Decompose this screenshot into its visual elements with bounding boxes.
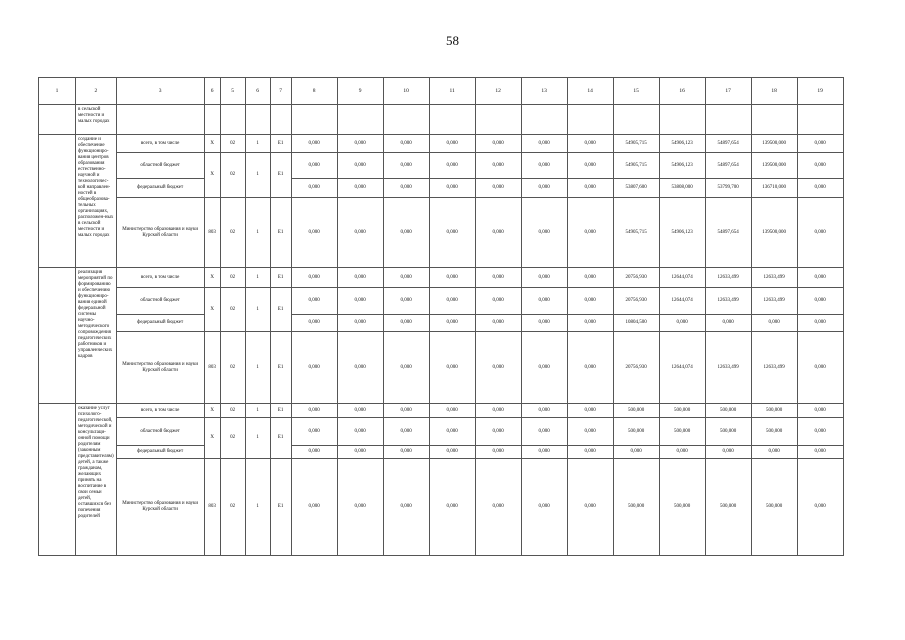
amount-cell: 0,000 xyxy=(337,288,383,315)
header-cell: 19 xyxy=(797,78,843,105)
amount-cell: 0,000 xyxy=(475,404,521,418)
code-rz: 02 xyxy=(220,288,245,332)
code-grbs: X xyxy=(204,268,220,288)
amount-cell: 54906,123 xyxy=(659,198,705,268)
data-row xyxy=(39,135,844,153)
funding-source: всего, в том числе xyxy=(116,404,204,418)
code-csr: E1 xyxy=(270,459,291,556)
amount-cell: 54905,715 xyxy=(613,153,659,179)
amount-cell: 0,000 xyxy=(383,446,429,459)
code-csr: E1 xyxy=(270,198,291,268)
empty-cell xyxy=(270,105,291,135)
amount-cell: 0,000 xyxy=(567,332,613,404)
amount-cell: 500,000 xyxy=(659,404,705,418)
funding-source: федеральный бюджет xyxy=(116,179,204,198)
amount-cell: 0,000 xyxy=(521,332,567,404)
amount-cell: 0,000 xyxy=(429,459,475,556)
data-row xyxy=(39,418,844,446)
amount-cell: 0,000 xyxy=(797,198,843,268)
amount-cell: 500,000 xyxy=(659,418,705,446)
code-pr: 1 xyxy=(245,135,270,153)
amount-cell: 0,000 xyxy=(521,179,567,198)
header-cell: 14 xyxy=(567,78,613,105)
header-cell: 3 xyxy=(116,78,204,105)
amount-cell: 0,000 xyxy=(797,135,843,153)
empty-cell xyxy=(383,105,429,135)
row-number-cell xyxy=(39,268,76,404)
amount-cell: 0,000 xyxy=(291,268,337,288)
amount-cell: 0,000 xyxy=(521,446,567,459)
amount-cell: 500,000 xyxy=(751,418,797,446)
amount-cell: 0,000 xyxy=(383,459,429,556)
amount-cell: 0,000 xyxy=(429,404,475,418)
amount-cell: 0,000 xyxy=(567,418,613,446)
amount-cell: 12644,074 xyxy=(659,268,705,288)
amount-cell: 0,000 xyxy=(475,268,521,288)
data-row xyxy=(39,153,844,179)
header-cell: 13 xyxy=(521,78,567,105)
amount-cell: 0,000 xyxy=(567,459,613,556)
amount-cell: 0,000 xyxy=(797,268,843,288)
amount-cell: 0,000 xyxy=(475,418,521,446)
amount-cell: 0,000 xyxy=(429,268,475,288)
empty-cell xyxy=(797,105,843,135)
amount-cell: 0,000 xyxy=(567,179,613,198)
header-cell: 11 xyxy=(429,78,475,105)
code-rz: 02 xyxy=(220,404,245,418)
data-row xyxy=(39,268,844,288)
code-rz: 02 xyxy=(220,268,245,288)
amount-cell: 0,000 xyxy=(383,179,429,198)
code-rz: 02 xyxy=(220,332,245,404)
code-pr: 1 xyxy=(245,198,270,268)
amount-cell: 0,000 xyxy=(475,446,521,459)
data-row xyxy=(39,179,844,198)
amount-cell: 20756,930 xyxy=(613,332,659,404)
code-rz: 02 xyxy=(220,459,245,556)
amount-cell: 0,000 xyxy=(797,288,843,315)
amount-cell: 53799,700 xyxy=(705,179,751,198)
funding-source: областной бюджет xyxy=(116,153,204,179)
amount-cell: 0,000 xyxy=(383,268,429,288)
amount-cell: 0,000 xyxy=(429,315,475,332)
code-grbs: X xyxy=(204,135,220,153)
amount-cell: 139500,000 xyxy=(751,198,797,268)
lead-row xyxy=(39,105,844,135)
empty-cell xyxy=(521,105,567,135)
empty-cell xyxy=(475,105,521,135)
header-cell: 6 xyxy=(204,78,220,105)
amount-cell: 54905,715 xyxy=(613,198,659,268)
amount-cell: 0,000 xyxy=(429,153,475,179)
amount-cell: 0,000 xyxy=(521,135,567,153)
amount-cell: 0,000 xyxy=(429,198,475,268)
header-cell: 18 xyxy=(751,78,797,105)
data-row xyxy=(39,198,844,268)
code-grbs: X xyxy=(204,288,220,332)
amount-cell: 0,000 xyxy=(383,153,429,179)
amount-cell: 0,000 xyxy=(521,315,567,332)
empty-cell xyxy=(567,105,613,135)
amount-cell: 139500,000 xyxy=(751,153,797,179)
event-description: оказание услуг психолого-педагогической, методической и консультаци-онной помощи родителям (законным представителям) детей, а также гражданам, желающих принять на воспитание в свои семьи детей, оставшихся без попечения родителей xyxy=(76,404,117,556)
amount-cell: 0,000 xyxy=(291,418,337,446)
funding-source: всего, в том числе xyxy=(116,135,204,153)
funding-source: областной бюджет xyxy=(116,418,204,446)
event-description: реализация мероприятий по формированию и обеспечению функциониро-вания единой федеральной системы научно-методического сопровождения педагогических работников и управленческих кадров xyxy=(76,268,117,404)
amount-cell: 0,000 xyxy=(521,459,567,556)
funding-source: Министерство образования и науки Курской области xyxy=(116,332,204,404)
amount-cell: 0,000 xyxy=(521,198,567,268)
amount-cell: 500,000 xyxy=(613,404,659,418)
empty-cell xyxy=(613,105,659,135)
amount-cell: 0,000 xyxy=(383,332,429,404)
amount-cell: 12633,499 xyxy=(751,332,797,404)
amount-cell: 0,000 xyxy=(337,315,383,332)
code-grbs: X xyxy=(204,418,220,459)
amount-cell: 0,000 xyxy=(567,446,613,459)
header-cell: 15 xyxy=(613,78,659,105)
empty-cell xyxy=(204,105,220,135)
amount-cell: 0,000 xyxy=(291,179,337,198)
empty-cell xyxy=(337,105,383,135)
code-pr: 1 xyxy=(245,459,270,556)
amount-cell: 0,000 xyxy=(475,198,521,268)
code-grbs: X xyxy=(204,153,220,198)
amount-cell: 0,000 xyxy=(797,404,843,418)
amount-cell: 54897,654 xyxy=(705,198,751,268)
amount-cell: 500,000 xyxy=(613,418,659,446)
amount-cell: 500,000 xyxy=(751,404,797,418)
data-row xyxy=(39,404,844,418)
amount-cell: 0,000 xyxy=(659,446,705,459)
empty-cell xyxy=(116,105,204,135)
code-rz: 02 xyxy=(220,418,245,459)
amount-cell: 0,000 xyxy=(797,332,843,404)
header-cell: 17 xyxy=(705,78,751,105)
code-grbs: X xyxy=(204,404,220,418)
amount-cell: 0,000 xyxy=(337,446,383,459)
header-row xyxy=(39,78,844,105)
amount-cell: 12633,499 xyxy=(705,288,751,315)
amount-cell: 53808,000 xyxy=(659,179,705,198)
amount-cell: 0,000 xyxy=(429,418,475,446)
amount-cell: 0,000 xyxy=(475,153,521,179)
amount-cell: 10804,500 xyxy=(613,315,659,332)
amount-cell: 0,000 xyxy=(383,135,429,153)
amount-cell: 0,000 xyxy=(475,459,521,556)
amount-cell: 0,000 xyxy=(567,404,613,418)
funding-source: областной бюджет xyxy=(116,288,204,315)
amount-cell: 0,000 xyxy=(291,288,337,315)
amount-cell: 0,000 xyxy=(429,135,475,153)
funding-source: Министерство образования и науки Курской области xyxy=(116,198,204,268)
amount-cell: 0,000 xyxy=(567,135,613,153)
header-cell: 1 xyxy=(39,78,76,105)
amount-cell: 500,000 xyxy=(705,404,751,418)
empty-cell xyxy=(291,105,337,135)
data-row xyxy=(39,459,844,556)
amount-cell: 0,000 xyxy=(521,153,567,179)
funding-source: федеральный бюджет xyxy=(116,446,204,459)
code-rz: 02 xyxy=(220,135,245,153)
amount-cell: 136710,000 xyxy=(751,179,797,198)
amount-cell: 0,000 xyxy=(475,179,521,198)
code-pr: 1 xyxy=(245,404,270,418)
amount-cell: 0,000 xyxy=(567,288,613,315)
amount-cell: 12633,499 xyxy=(751,288,797,315)
header-cell: 16 xyxy=(659,78,705,105)
amount-cell: 0,000 xyxy=(475,332,521,404)
amount-cell: 0,000 xyxy=(337,198,383,268)
data-row xyxy=(39,446,844,459)
amount-cell: 0,000 xyxy=(751,446,797,459)
amount-cell: 0,000 xyxy=(337,268,383,288)
amount-cell: 0,000 xyxy=(291,459,337,556)
amount-cell: 500,000 xyxy=(751,459,797,556)
amount-cell: 0,000 xyxy=(291,404,337,418)
amount-cell: 0,000 xyxy=(291,446,337,459)
code-grbs: 803 xyxy=(204,459,220,556)
amount-cell: 500,000 xyxy=(705,418,751,446)
header-cell: 10 xyxy=(383,78,429,105)
amount-cell: 0,000 xyxy=(291,198,337,268)
code-csr: E1 xyxy=(270,404,291,418)
funding-source: Министерство образования и науки Курской области xyxy=(116,459,204,556)
empty-cell xyxy=(705,105,751,135)
amount-cell: 0,000 xyxy=(797,315,843,332)
amount-cell: 0,000 xyxy=(291,153,337,179)
amount-cell: 0,000 xyxy=(429,446,475,459)
amount-cell: 0,000 xyxy=(751,315,797,332)
header-cell: 6 xyxy=(245,78,270,105)
amount-cell: 0,000 xyxy=(475,135,521,153)
amount-cell: 0,000 xyxy=(429,179,475,198)
code-grbs: 803 xyxy=(204,332,220,404)
code-grbs: 803 xyxy=(204,198,220,268)
code-csr: E1 xyxy=(270,135,291,153)
header-cell: 8 xyxy=(291,78,337,105)
amount-cell: 20756,930 xyxy=(613,288,659,315)
amount-cell: 0,000 xyxy=(475,315,521,332)
code-pr: 1 xyxy=(245,418,270,459)
amount-cell: 500,000 xyxy=(705,459,751,556)
amount-cell: 54906,123 xyxy=(659,153,705,179)
amount-cell: 0,000 xyxy=(383,315,429,332)
amount-cell: 500,000 xyxy=(659,459,705,556)
amount-cell: 0,000 xyxy=(429,288,475,315)
amount-cell: 0,000 xyxy=(337,404,383,418)
amount-cell: 54906,123 xyxy=(659,135,705,153)
amount-cell: 0,000 xyxy=(797,179,843,198)
amount-cell: 0,000 xyxy=(521,404,567,418)
amount-cell: 0,000 xyxy=(337,153,383,179)
code-csr: E1 xyxy=(270,418,291,459)
amount-cell: 0,000 xyxy=(475,288,521,315)
amount-cell: 0,000 xyxy=(521,288,567,315)
data-row xyxy=(39,288,844,315)
code-pr: 1 xyxy=(245,332,270,404)
amount-cell: 0,000 xyxy=(705,446,751,459)
header-cell: 2 xyxy=(76,78,117,105)
empty-cell xyxy=(751,105,797,135)
amount-cell: 20756,930 xyxy=(613,268,659,288)
amount-cell: 53807,600 xyxy=(613,179,659,198)
amount-cell: 0,000 xyxy=(521,268,567,288)
budget-table xyxy=(38,77,844,556)
amount-cell: 0,000 xyxy=(291,135,337,153)
amount-cell: 0,000 xyxy=(291,332,337,404)
empty-cell xyxy=(220,105,245,135)
code-pr: 1 xyxy=(245,153,270,198)
amount-cell: 0,000 xyxy=(383,404,429,418)
code-pr: 1 xyxy=(245,268,270,288)
row-number-cell xyxy=(39,105,76,135)
code-csr: E1 xyxy=(270,332,291,404)
amount-cell: 54897,654 xyxy=(705,135,751,153)
amount-cell: 12633,499 xyxy=(751,268,797,288)
amount-cell: 54897,654 xyxy=(705,153,751,179)
amount-cell: 0,000 xyxy=(383,198,429,268)
header-cell: 9 xyxy=(337,78,383,105)
empty-cell xyxy=(659,105,705,135)
amount-cell: 0,000 xyxy=(567,268,613,288)
code-csr: E1 xyxy=(270,288,291,332)
amount-cell: 12644,074 xyxy=(659,288,705,315)
amount-cell: 0,000 xyxy=(613,446,659,459)
funding-source: всего, в том числе xyxy=(116,268,204,288)
amount-cell: 0,000 xyxy=(567,315,613,332)
amount-cell: 0,000 xyxy=(383,288,429,315)
amount-cell: 0,000 xyxy=(567,153,613,179)
amount-cell: 0,000 xyxy=(383,418,429,446)
lead-text: в сельской местности и малых городах xyxy=(76,105,117,135)
amount-cell: 0,000 xyxy=(337,418,383,446)
page-number: 58 xyxy=(446,33,459,48)
amount-cell: 12644,074 xyxy=(659,332,705,404)
amount-cell: 0,000 xyxy=(521,418,567,446)
funding-source: федеральный бюджет xyxy=(116,315,204,332)
row-number-cell xyxy=(39,404,76,556)
data-row xyxy=(39,332,844,404)
amount-cell: 0,000 xyxy=(705,315,751,332)
amount-cell: 54905,715 xyxy=(613,135,659,153)
event-description: создание и обеспечение функциониро-вания центров образования естественно-научной и технологичес-кой направлен-ностей в общеобразова-тельных организациях, расположен-ных в сельской местности и малых городах xyxy=(76,135,117,268)
amount-cell: 0,000 xyxy=(797,446,843,459)
amount-cell: 12633,499 xyxy=(705,268,751,288)
code-csr: E1 xyxy=(270,153,291,198)
header-cell: 12 xyxy=(475,78,521,105)
amount-cell: 0,000 xyxy=(337,179,383,198)
amount-cell: 0,000 xyxy=(797,459,843,556)
amount-cell: 0,000 xyxy=(291,315,337,332)
amount-cell: 0,000 xyxy=(797,153,843,179)
code-pr: 1 xyxy=(245,288,270,332)
amount-cell: 0,000 xyxy=(337,135,383,153)
amount-cell: 0,000 xyxy=(429,332,475,404)
code-rz: 02 xyxy=(220,153,245,198)
header-cell: 5 xyxy=(220,78,245,105)
amount-cell: 0,000 xyxy=(337,332,383,404)
code-rz: 02 xyxy=(220,198,245,268)
code-csr: E1 xyxy=(270,268,291,288)
amount-cell: 0,000 xyxy=(337,459,383,556)
amount-cell: 500,000 xyxy=(613,459,659,556)
empty-cell xyxy=(245,105,270,135)
amount-cell: 0,000 xyxy=(659,315,705,332)
empty-cell xyxy=(429,105,475,135)
header-cell: 7 xyxy=(270,78,291,105)
amount-cell: 139500,000 xyxy=(751,135,797,153)
data-row xyxy=(39,315,844,332)
amount-cell: 0,000 xyxy=(567,198,613,268)
amount-cell: 0,000 xyxy=(797,418,843,446)
row-number-cell xyxy=(39,135,76,268)
amount-cell: 12633,499 xyxy=(705,332,751,404)
